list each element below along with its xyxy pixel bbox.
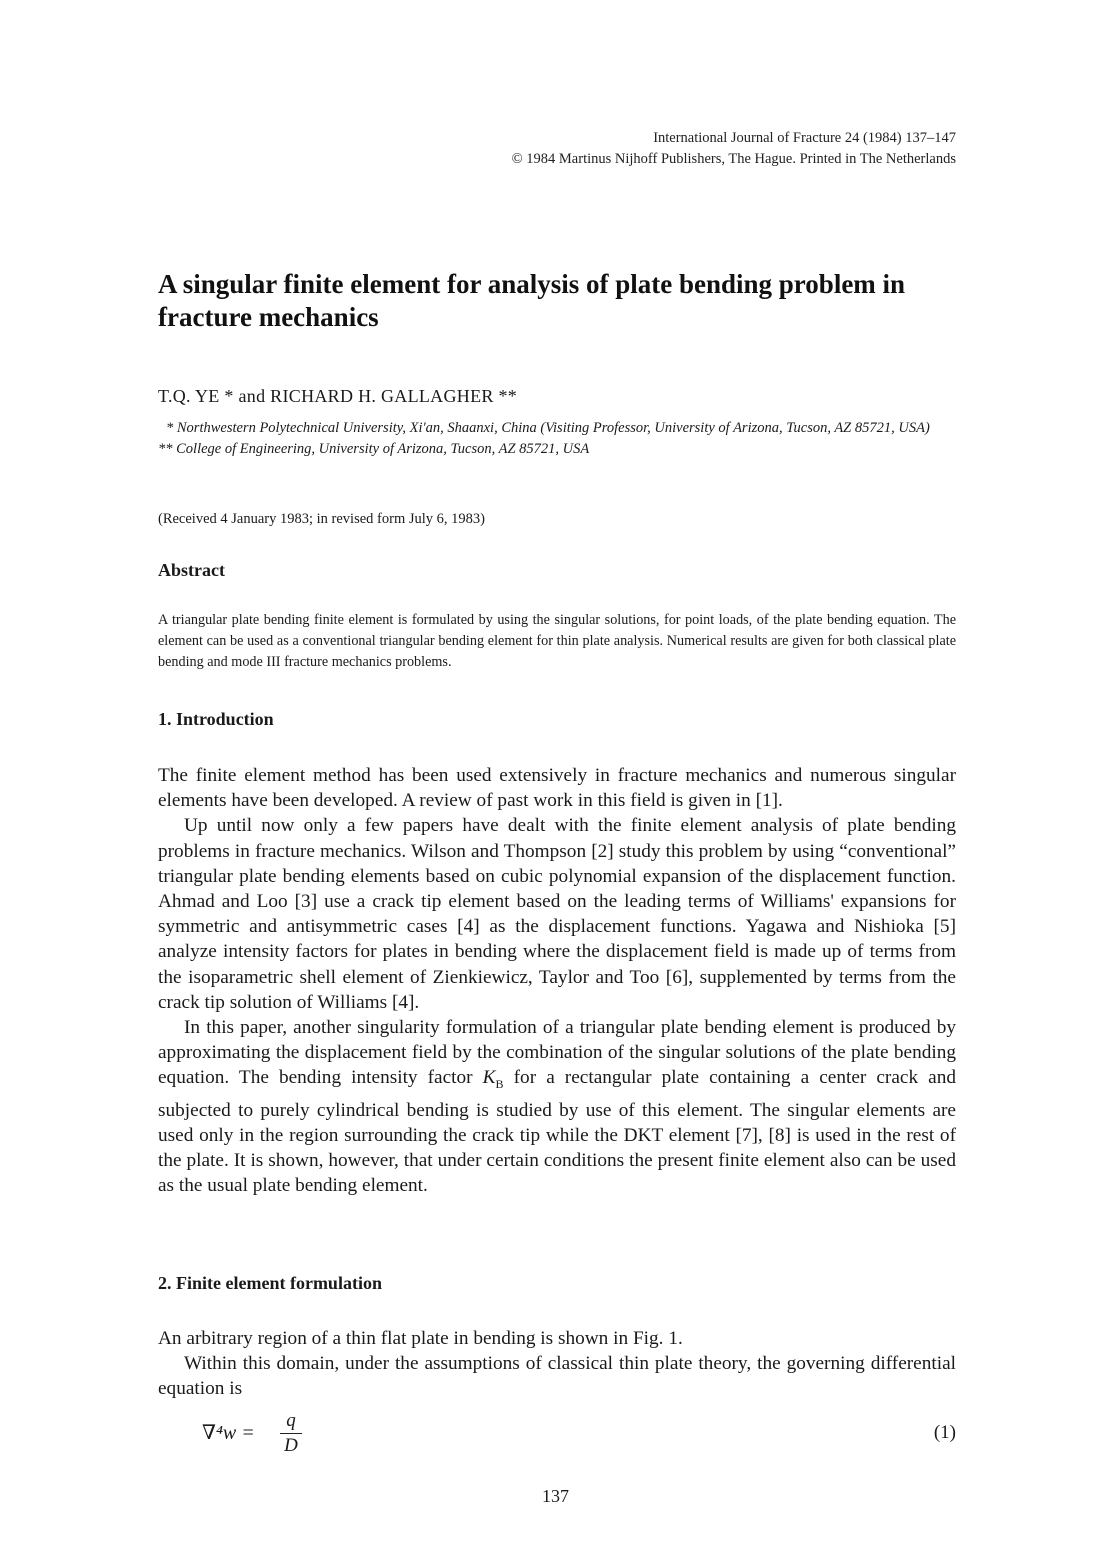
intensity-factor-symbol: K bbox=[482, 1067, 496, 1089]
affiliation-1: * Northwestern Polytechnical University, Xi'an, Shaanxi, China (Visiting Professor, University of Arizona, Tucson, AZ 85721, USA) bbox=[166, 420, 930, 436]
affiliations bbox=[158, 418, 958, 460]
copyright-notice: © 1984 Martinus Nijhoff Publishers, The Hague. Printed in The Netherlands bbox=[511, 151, 956, 167]
intro-paragraph-1: The finite element method has been used extensively in fracture mechanics and numerous singular elements have been developed. A review of past work in this field is given in [1]. bbox=[158, 765, 956, 812]
abstract-heading: Abstract bbox=[158, 560, 225, 580]
fraction-denominator: D bbox=[284, 1435, 298, 1456]
intensity-factor-subscript: B bbox=[495, 1077, 504, 1092]
formulation-paragraph-2: Within this domain, under the assumptions of classical thin plate theory, the governing differential equation is bbox=[158, 1353, 956, 1400]
intro-paragraph-2: Up until now only a few papers have dealt with the finite element analysis of plate bending problems in fracture mechanics. Wilson and Thompson [2] study this problem by using “conventional” triangular plate bending elements based on cubic polynomial expansion of the displacement function. Ahmad and Loo [3] use a crack tip element based on the leading terms of Williams' expansions for symmetric and antisymmetric cases [4] as the displacement functions. Yagawa and Nishioka [5] analyze intensity factors for plates in bending where the displacement field is made up of terms from the isoparametric shell element of Zienkiewicz, Taylor and Too [6], supplemented by terms from the crack tip solution of Williams [4]. bbox=[158, 815, 956, 1013]
equation-1 bbox=[202, 1410, 956, 1460]
fraction-numerator: q bbox=[286, 1410, 296, 1431]
section-heading-formulation: 2. Finite element formulation bbox=[158, 1273, 382, 1293]
equation-lhs: ∇⁴w = bbox=[202, 1422, 255, 1444]
equation-number: (1) bbox=[933, 1422, 956, 1443]
intro-p3-text-end: for a rectangular plate containing a center crack and subjected to purely cylindrical bending is studied by use of this element. The singular elements are used only in the region surrounding the crack tip while the DKT element [7], [8] is used in the rest of the plate. It is shown, however, that under certain conditions the present finite element also can be used as the usual plate bending element. bbox=[158, 1067, 957, 1197]
section-heading-introduction: 1. Introduction bbox=[158, 709, 274, 729]
equation-fraction bbox=[280, 1410, 302, 1457]
formulation-paragraph-1: An arbitrary region of a thin flat plate in bending is shown in Fig. 1. bbox=[158, 1328, 683, 1349]
journal-header bbox=[512, 128, 956, 170]
intro-p3-text-start: In this paper, another singularity formulation of a triangular plate bending element is produced by approximating the displacement field by the combination of the singular solutions of the plate bending equation. The bending intensity factor bbox=[158, 1017, 956, 1089]
fraction-bar bbox=[280, 1433, 302, 1434]
intro-paragraph-3 bbox=[158, 1015, 956, 1198]
paper-title: A singular finite element for analysis of plate bending problem in fracture mechanics bbox=[158, 269, 906, 332]
introduction-body bbox=[158, 763, 956, 1198]
author-list: T.Q. YE * and RICHARD H. GALLAGHER ** bbox=[158, 386, 518, 406]
abstract-text: A triangular plate bending finite element is formulated by using the singular solutions, for point loads, of the plate bending equation. The element can be used as a conventional triangular bending element for thin plate analysis. Numerical results are given for both classical plate bending and mode III fracture mechanics problems. bbox=[158, 612, 956, 670]
affiliation-2: ** College of Engineering, University of Arizona, Tucson, AZ 85721, USA bbox=[158, 441, 590, 457]
page-number: 137 bbox=[542, 1486, 569, 1506]
received-dates: (Received 4 January 1983; in revised form July 6, 1983) bbox=[158, 511, 485, 527]
journal-citation: International Journal of Fracture 24 (1984) 137–147 bbox=[653, 130, 956, 146]
formulation-body bbox=[158, 1326, 956, 1402]
